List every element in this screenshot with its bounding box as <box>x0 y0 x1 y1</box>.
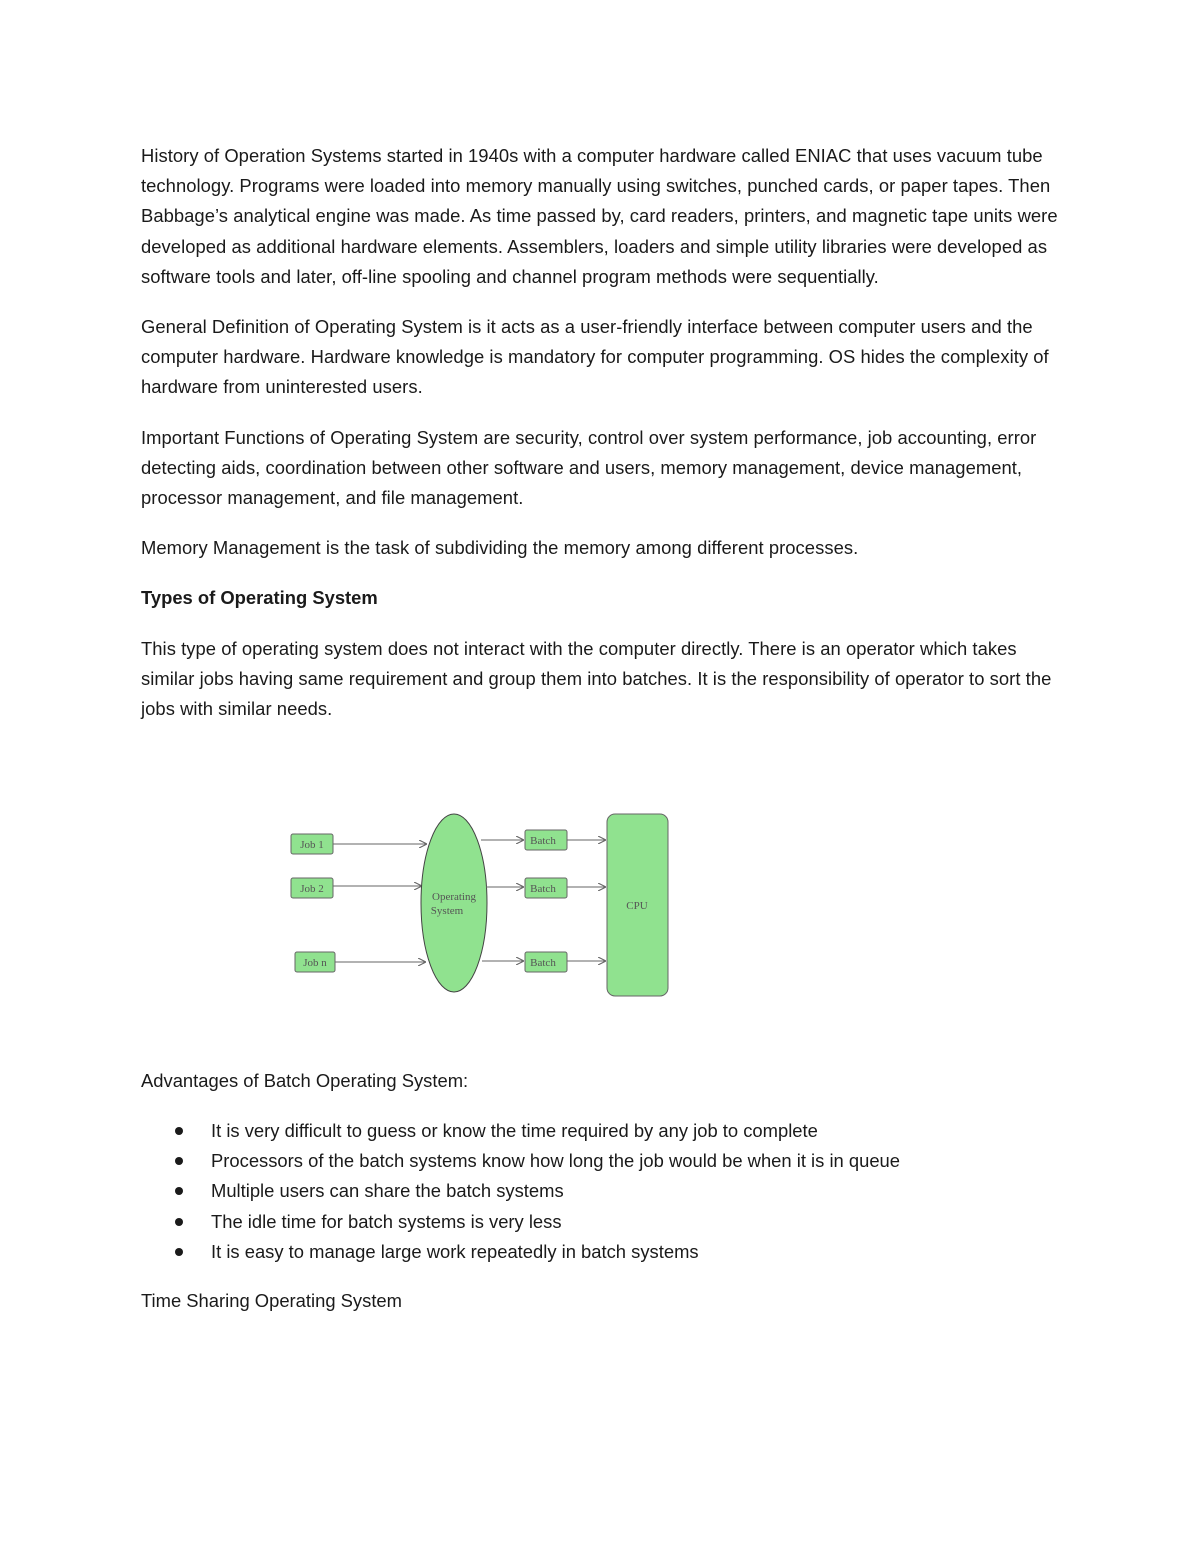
job-box-2 <box>291 878 333 898</box>
list-item-text: The idle time for batch systems is very less <box>211 1210 562 1232</box>
job-label: Job n <box>303 957 327 969</box>
paragraph-definition: General Definition of Operating System is it acts as a user-friendly interface between computer users and the computer hardware. Hardware knowledge is mandatory for computer programming. OS hides the complexity of hardware from uninterested users. <box>141 316 1049 398</box>
list-item <box>141 1237 900 1267</box>
cpu-node <box>607 814 668 996</box>
list-item-text: It is very difficult to guess or know the time required by any job to complete <box>211 1120 818 1141</box>
paragraph-history: History of Operation Systems started in 1940s with a computer hardware called ENIAC that uses vacuum tube technology. Programs were loaded into memory manually using switches, punched cards, or paper tapes. Then Babbage’s analytical engine was made. As time passed by, card readers, printers, and magnetic tape units were developed as additional hardware elements. Assemblers, loaders and simple utility libraries were developed as software tools and later, off-line spooling and channel program methods were sequentially. <box>141 145 1058 287</box>
list-item <box>141 1176 900 1206</box>
paragraph-memory: Memory Management is the task of subdividing the memory among different processes. <box>141 537 859 559</box>
batch-label: Batch <box>530 835 556 847</box>
job-label: Job 1 <box>300 839 324 851</box>
batch-box-1 <box>525 830 567 850</box>
document-body <box>141 141 1071 744</box>
advantages-list <box>141 1116 900 1267</box>
list-item <box>141 1207 900 1237</box>
paragraph-functions: Important Functions of Operating System are security, control over system performance, job accounting, error detecting aids, coordination between other software and users, memory management, device management, processor management, and file management. <box>141 426 1037 509</box>
bullet-icon <box>175 1127 183 1135</box>
bullet-icon <box>175 1248 183 1256</box>
batch-box-3 <box>525 952 567 972</box>
job-box-1 <box>291 834 333 854</box>
list-item-text: Multiple users can share the batch systems <box>211 1180 564 1202</box>
list-item <box>141 1116 900 1146</box>
os-label-line2: System <box>430 905 464 917</box>
os-label-line1: Operating <box>432 891 476 903</box>
operating-system-node <box>421 814 487 992</box>
list-item-text: It is easy to manage large work repeatedly in batch systems <box>211 1240 699 1262</box>
heading-types: Types of Operating System <box>141 587 378 609</box>
bullet-icon <box>175 1218 183 1226</box>
advantages-title: Advantages of Batch Operating System: <box>141 1070 469 1091</box>
cpu-label: CPU <box>626 900 648 912</box>
batch-label: Batch <box>530 883 556 895</box>
list-item <box>141 1146 900 1176</box>
job-label: Job 2 <box>300 883 324 895</box>
job-box-n <box>295 952 335 972</box>
batch-label: Batch <box>530 957 556 969</box>
time-sharing-title: Time Sharing Operating System <box>141 1290 402 1311</box>
batch-os-diagram <box>285 808 677 1003</box>
paragraph-batch: This type of operating system does not interact with the computer directly. There is an operator which takes similar jobs having same requirement and group them into batches. It is the responsibility of operator to sort the jobs with similar needs. <box>141 637 1052 720</box>
bullet-icon <box>175 1187 183 1195</box>
batch-box-2 <box>525 878 567 898</box>
bullet-icon <box>175 1157 183 1165</box>
list-item-text: Processors of the batch systems know how long the job would be when it is in queue <box>211 1150 901 1172</box>
